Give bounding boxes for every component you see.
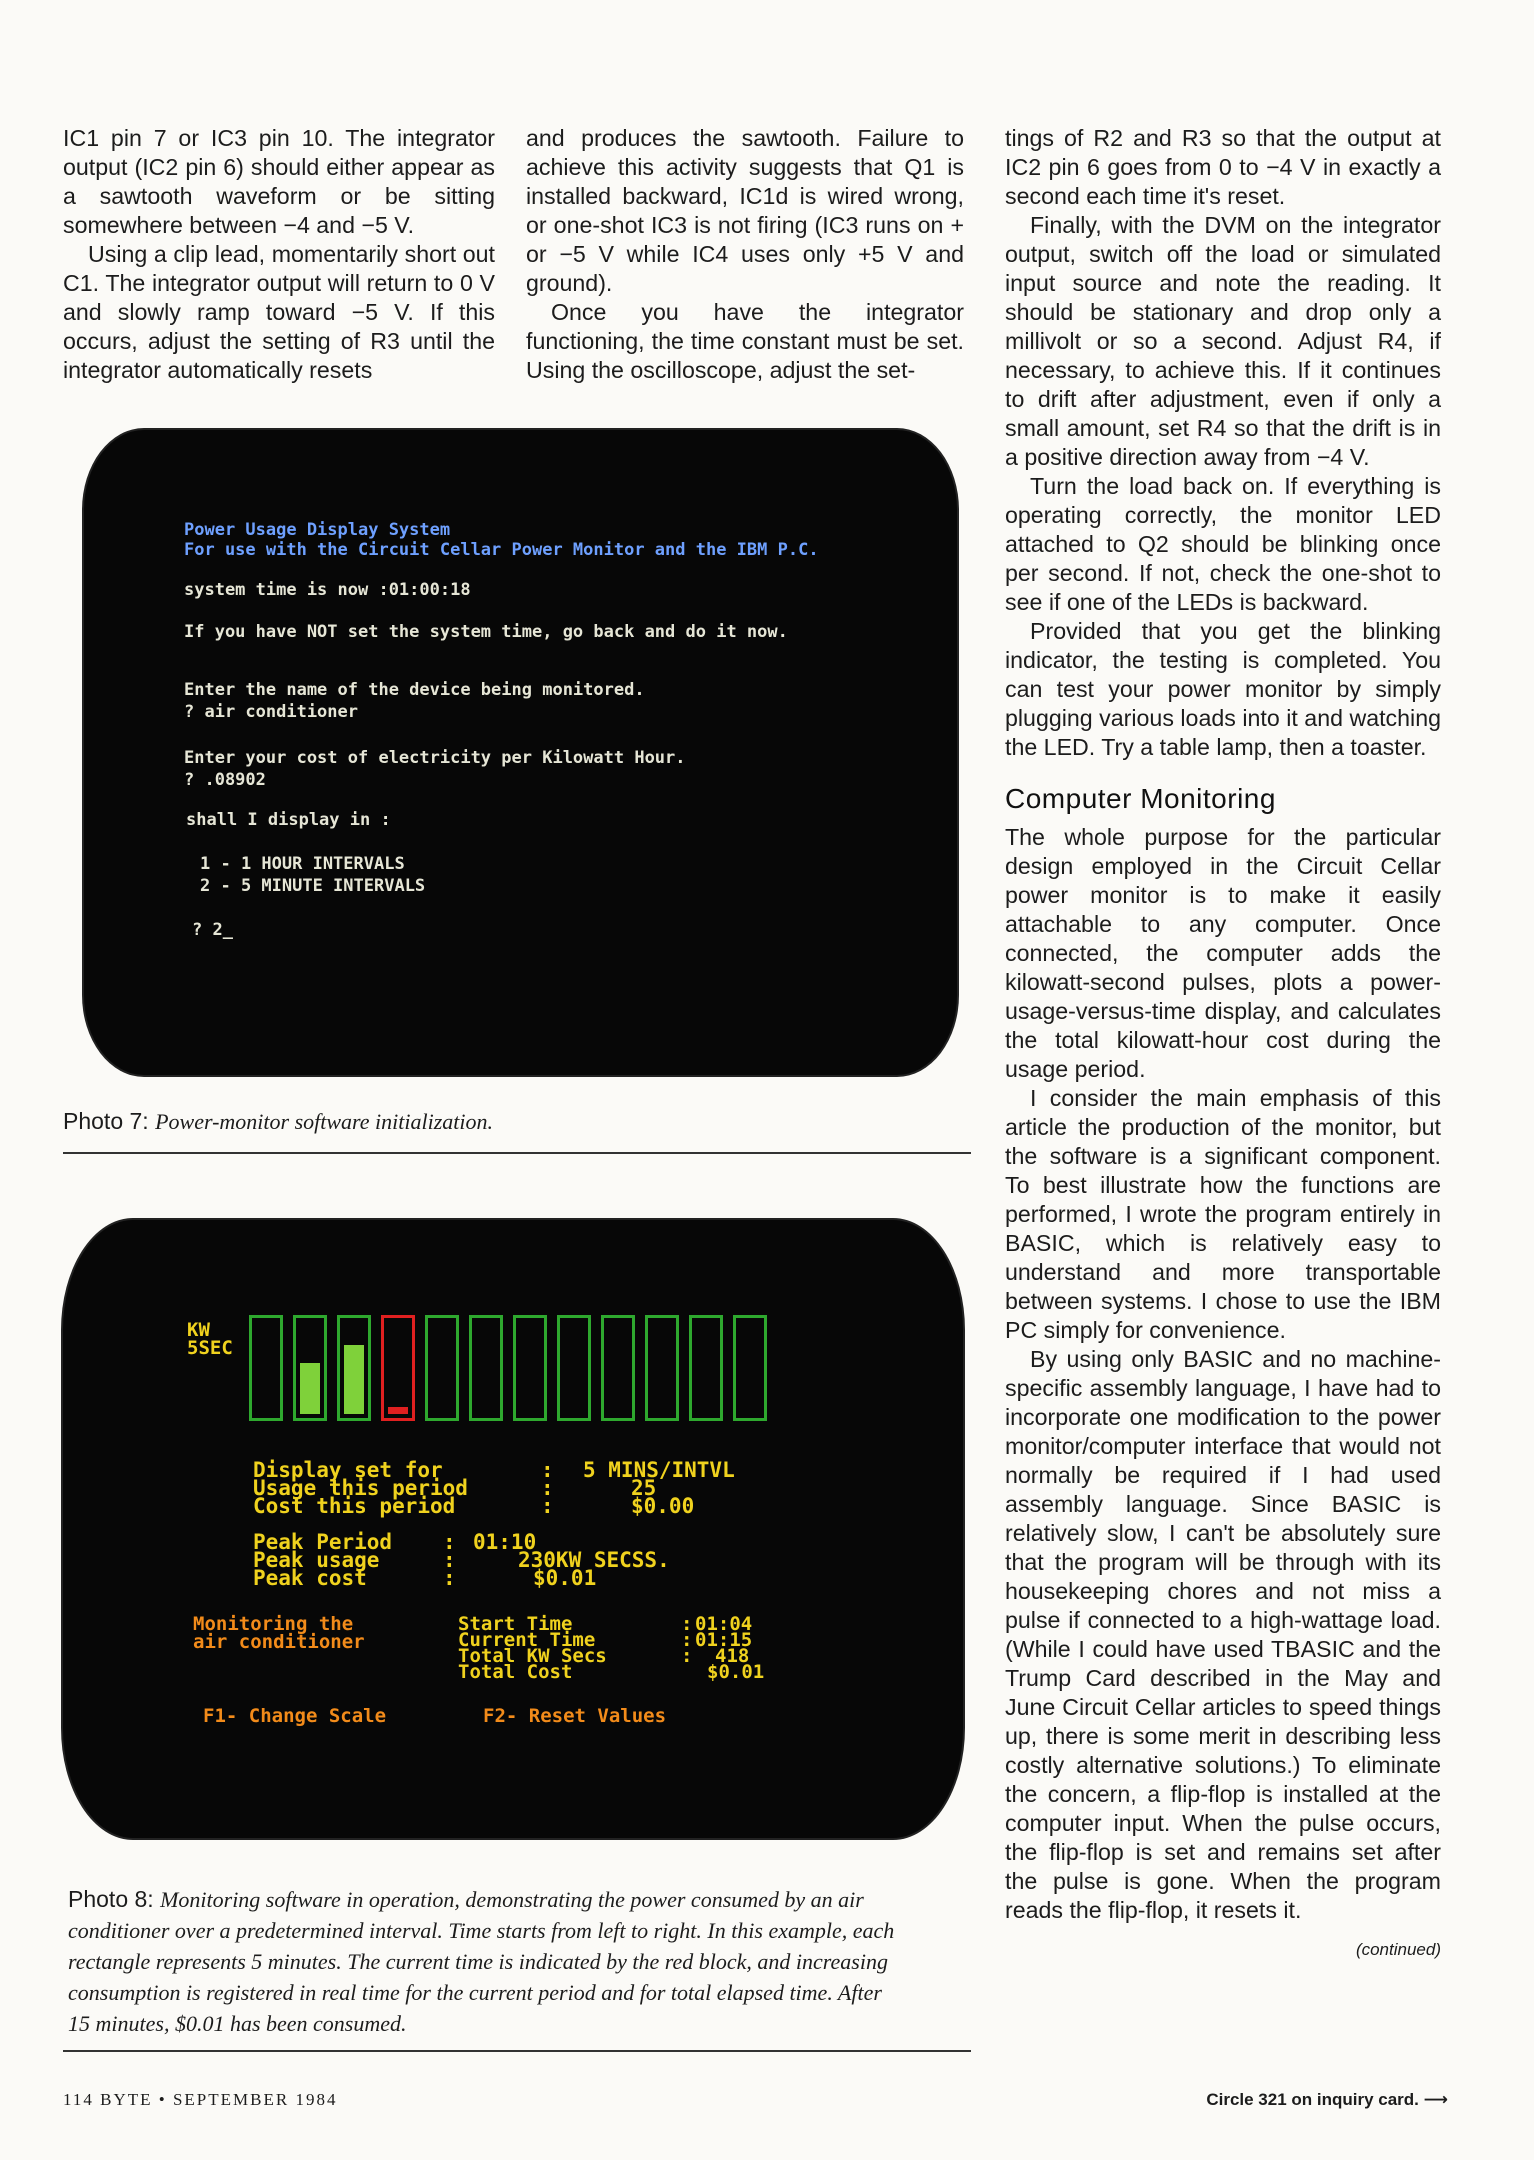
axis-label: KW: [187, 1319, 210, 1341]
monitoring-label: Monitoring the: [193, 1613, 354, 1635]
colon: :: [541, 1494, 554, 1518]
caption-label: Photo 7:: [63, 1108, 149, 1134]
terminal-line: shall I display in :: [186, 810, 391, 830]
photo-8-caption: [68, 1884, 906, 2039]
paragraph: Provided that you get the blinking indicator, the testing is completed. You can test your power monitor by simply plugging various loads into it and watching the LED. Try a table lamp, then a toaster.: [1005, 618, 1441, 760]
value-usage: 25: [631, 1476, 657, 1500]
paragraph: Once you have the integrator functioning, the time constant must be set. Using the oscilloscope, adjust the set-: [526, 299, 964, 383]
value-interval: 5 MINS/INTVL: [583, 1458, 735, 1482]
paragraph: Using a clip lead, momentarily short out C1. The integrator output will return to 0 V and slowly ramp toward −5 V. If this occurs, adjust the setting of R3 until the integrator automatically resets: [63, 241, 495, 383]
value-cost: $0.00: [631, 1494, 695, 1518]
photo-8-screen: [63, 1220, 963, 1838]
section-heading: Computer Monitoring: [1005, 783, 1276, 814]
photo-7-screen: [84, 430, 957, 1075]
label-peak-period: Peak Period: [253, 1530, 393, 1554]
terminal-line: ? air conditioner: [184, 702, 358, 722]
terminal-line: Power Usage Display System: [184, 520, 451, 540]
colon: :: [443, 1530, 456, 1554]
value-start-time: 01:04: [695, 1613, 753, 1635]
colon: :: [681, 1629, 693, 1651]
value-peak-cost: $0.01: [533, 1566, 597, 1590]
value-current-time: 01:15: [695, 1629, 753, 1651]
paragraph: Finally, with the DVM on the integrator output, switch off the load or simulated input source and note the reading. It should be stationary and drop only a millivolt or so a second. Adjust R4, if necessary, to achieve this. If it continues to drift after adjustment, even if only a small amount, set R4 so that the drift is in a positive direction away from −4 V.: [1005, 212, 1441, 470]
f2-reset-values: F2- Reset Values: [483, 1705, 667, 1727]
value-total-kw: 418: [715, 1645, 750, 1667]
usage-bar: [337, 1315, 371, 1421]
caption-text: Power-monitor software initialization.: [155, 1109, 494, 1134]
label-total-kw: Total KW Secs: [458, 1645, 607, 1667]
terminal-line: For use with the Circuit Cellar Power Monitor and the IBM P.C.: [184, 540, 819, 560]
usage-bar: [513, 1315, 547, 1421]
continued-note: (continued): [1355, 1940, 1441, 1959]
value-peak-usage: 230KW SECSS.: [518, 1548, 670, 1572]
colon: :: [681, 1645, 693, 1667]
value-peak-period: 01:10: [473, 1530, 537, 1554]
value-total-cost: $0.01: [707, 1661, 765, 1683]
colon: :: [681, 1613, 693, 1635]
paragraph: IC1 pin 7 or IC3 pin 10. The integrator output (IC2 pin 6) should either appear as a sawtooth waveform or be sitting somewhere between −4 and −5 V.: [63, 125, 495, 238]
divider: [63, 2050, 971, 2052]
usage-bar: [425, 1315, 459, 1421]
column-1: [63, 124, 495, 385]
label-usage-period: Usage this period: [253, 1476, 468, 1500]
label-display-set-for: Display set for: [253, 1458, 443, 1482]
divider: [63, 1152, 971, 1154]
device-label: air conditioner: [193, 1631, 365, 1653]
paragraph: Turn the load back on. If everything is operating correctly, the monitor LED attached to Q2 should be blinking once per second. If not, check the one-shot to see if one of the LEDs is backward.: [1005, 473, 1441, 615]
paragraph: I consider the main emphasis of this article the production of the monitor, but the software is a significant component. To best illustrate how the functions are performed, I wrote the program entirely in BASIC, which is relatively easy to understand and more transportable between systems. I chose to use the IBM PC simply for convenience.: [1005, 1085, 1441, 1343]
f1-change-scale: F1- Change Scale: [203, 1705, 387, 1727]
usage-bar-fill: [300, 1363, 320, 1414]
terminal-line: ? .08902: [184, 770, 266, 790]
paragraph: and produces the sawtooth. Failure to achieve this activity suggests that Q1 is installed backward, IC1d is wired wrong, or one-shot IC3 is not firing (IC3 runs on + or −5 V while IC4 uses only +5 V and ground).: [526, 125, 964, 296]
terminal-line: If you have NOT set the system time, go back and do it now.: [184, 622, 788, 642]
column-3: [1005, 124, 1441, 1964]
label-peak-cost: Peak cost: [253, 1566, 367, 1590]
usage-bar: [645, 1315, 679, 1421]
usage-bar: [249, 1315, 283, 1421]
inquiry-note: Circle 321 on inquiry card. ⟶: [1206, 2090, 1448, 2109]
paragraph: tings of R2 and R3 so that the output at IC2 pin 6 goes from 0 to −4 V in exactly a second each time it's reset.: [1005, 125, 1441, 209]
label-start-time: Start Time: [458, 1613, 573, 1635]
usage-bar: [601, 1315, 635, 1421]
colon: :: [541, 1476, 554, 1500]
usage-bar: [381, 1315, 415, 1421]
caption-label: Photo 8:: [68, 1886, 154, 1912]
colon: :: [443, 1566, 456, 1590]
terminal-line: 2 - 5 MINUTE INTERVALS: [200, 876, 426, 896]
usage-bar: [557, 1315, 591, 1421]
column-2: [526, 124, 964, 385]
usage-bar: [469, 1315, 503, 1421]
label-peak-usage: Peak usage: [253, 1548, 380, 1572]
usage-bar: [733, 1315, 767, 1421]
paragraph: The whole purpose for the particular design employed in the Circuit Cellar power monitor is to make it easily attachable to any computer. Once connected, the computer adds the kilowatt-second pulses, plots a power-usage-versus-time display, and calculates the total kilowatt-hour cost during the usage period.: [1005, 824, 1441, 1082]
colon: :: [541, 1458, 554, 1482]
label-current-time: Current Time: [458, 1629, 596, 1651]
paragraph: By using only BASIC and no machine-specific assembly language, I have had to incorporate one modification to the power monitor/computer interface that would not normally be required if I had used assembly language. Since BASIC is relatively slow, I can't be absolutely sure that the program will be through with its housekeeping chores and not miss a pulse if connected to a high-wattage load. (While I could have used TBASIC and the Trump Card described in the May and June Circuit Cellar articles to speed things up, there is some merit in describing less costly alternative solutions.) To eliminate the concern, a flip-flop is installed at the computer input. When the pulse occurs, the flip-flop is set and remains set after the pulse is gone. When the program reads the flip-flop, it resets it.: [1005, 1346, 1441, 1923]
label-cost-period: Cost this period: [253, 1494, 456, 1518]
page-number-issue: 114 BYTE • SEPTEMBER 1984: [63, 2090, 338, 2109]
terminal-line: Enter your cost of electricity per Kilowatt Hour.: [184, 748, 686, 768]
usage-bar-fill: [388, 1407, 408, 1414]
terminal-line: Enter the name of the device being monitored.: [184, 680, 645, 700]
caption-text: Monitoring software in operation, demonstrating the power consumed by an air conditioner over a predetermined interval. Time starts from left to right. In this example, each rectangle represents 5 minutes. The current time is indicated by the red block, and increasing consumption is registered in real time for the current period and for total elapsed time. After 15 minutes, $0.01 has been consumed.: [68, 1887, 895, 2036]
colon: :: [443, 1548, 456, 1572]
terminal-line: 1 - 1 HOUR INTERVALS: [200, 854, 405, 874]
photo-7-caption: [63, 1106, 963, 1137]
usage-bar-fill: [344, 1345, 364, 1414]
usage-bar: [689, 1315, 723, 1421]
usage-bar: [293, 1315, 327, 1421]
axis-label: 5SEC: [187, 1337, 233, 1359]
label-total-cost: Total Cost: [458, 1661, 573, 1683]
terminal-line: ? 2_: [192, 920, 233, 940]
terminal-line: system time is now :01:00:18: [184, 580, 471, 600]
